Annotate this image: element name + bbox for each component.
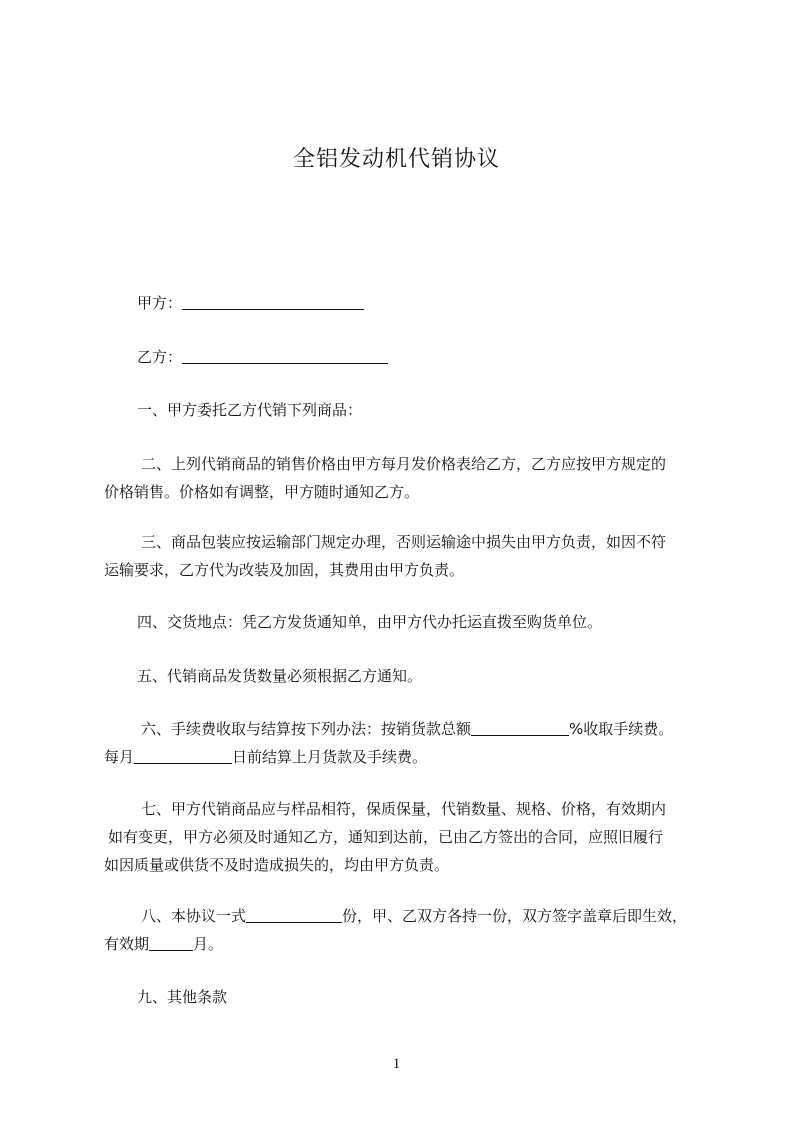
party-b-label: 乙方： — [137, 348, 183, 366]
clause-8-text-d: 月。 — [193, 935, 224, 953]
clause-6-line-1 — [141, 718, 673, 739]
fee-percent-blank — [471, 721, 569, 736]
party-b-blank — [182, 349, 388, 364]
clause-9: 九、其他条款 — [137, 988, 228, 1006]
page-number: 1 — [392, 1056, 401, 1072]
clause-6-text-a: 六、手续费收取与结算按下列办法：按销货款总额 — [141, 720, 472, 738]
clause-8-text-c: 有效期 — [104, 935, 150, 953]
clause-8-text-a: 八、本协议一式 — [141, 907, 247, 925]
party-b-line — [137, 346, 388, 367]
clause-7-line-1: 七、甲方代销商品应与样品相符，保质保量，代销数量、规格、价格，有效期内 — [141, 800, 667, 818]
copies-count-blank — [246, 908, 342, 923]
clause-7-line-3: 如因质量或供货不及时造成损失的，均由甲方负责。 — [104, 856, 450, 874]
clause-8-line-1 — [141, 905, 687, 926]
clause-2-line-2: 价格销售。价格如有调整，甲方随时通知乙方。 — [104, 483, 420, 501]
clause-8-text-b: 份，甲、乙双方各持一份，双方签字盖章后即生效， — [342, 907, 688, 925]
party-a-label: 甲方： — [137, 294, 183, 312]
clause-7-line-2: 如有变更，甲方必须及时通知乙方，通知到达前，已由乙方签出的合同，应照旧履行 — [108, 828, 664, 846]
clause-5: 五、代销商品发货数量必须根据乙方通知。 — [137, 667, 423, 685]
clause-2-line-1: 二、上列代销商品的销售价格由甲方每月发价格表给乙方，乙方应按甲方规定的 — [141, 455, 667, 473]
party-a-line — [137, 292, 364, 313]
clause-4: 四、交货地点：凭乙方发货通知单，由甲方代办托运直拨至购货单位。 — [137, 613, 603, 631]
clause-6-text-c: 每月 — [104, 748, 135, 766]
document-title: 全铝发动机代销协议 — [292, 147, 500, 172]
clause-3-line-2: 运输要求，乙方代为改装及加固，其费用由甲方负责。 — [104, 561, 465, 579]
clause-3-line-1: 三、商品包装应按运输部门规定办理，否则运输途中损失由甲方负责，如因不符 — [141, 533, 667, 551]
clause-6-line-2 — [104, 746, 427, 767]
settlement-day-blank — [134, 749, 232, 764]
validity-months-blank — [149, 936, 193, 951]
clause-6-text-d: 日前结算上月货款及手续费。 — [232, 748, 428, 766]
clause-8-line-2 — [104, 933, 223, 954]
party-a-blank — [182, 295, 364, 310]
clause-1: 一、甲方委托乙方代销下列商品： — [137, 401, 363, 419]
clause-6-text-b: %收取手续费。 — [569, 720, 674, 738]
